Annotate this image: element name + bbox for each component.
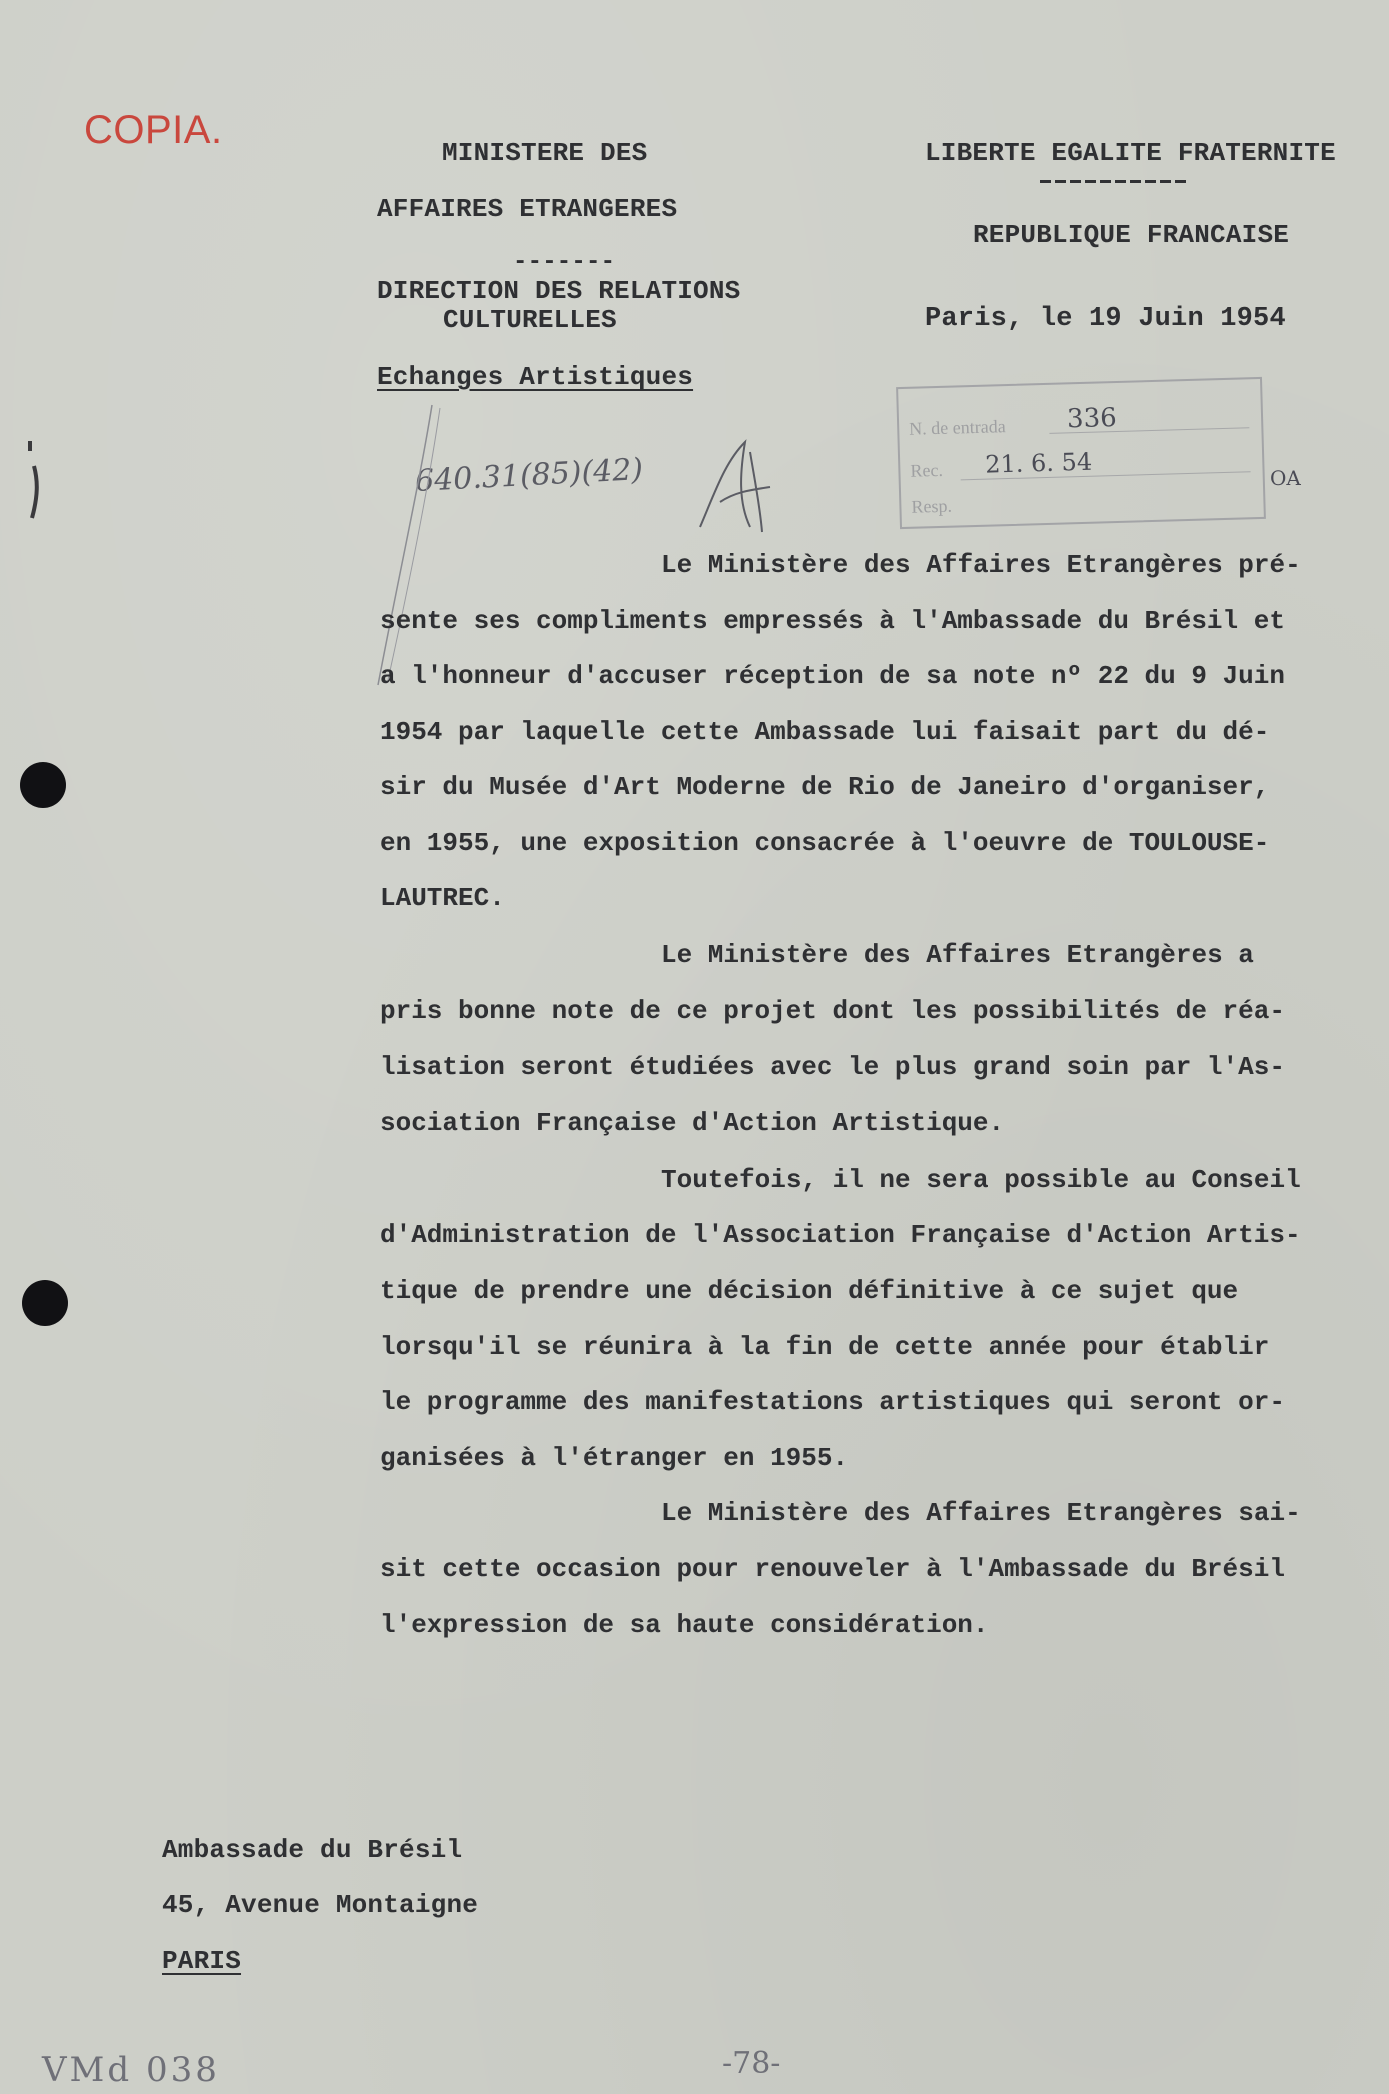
letterhead-ministry-line1: MINISTERE DES xyxy=(442,138,648,168)
body-line: lorsqu'il se réunira à la fin de cette année pour établir xyxy=(380,1332,1270,1362)
body-line: Le Ministère des Affaires Etrangères a xyxy=(661,940,1254,970)
body-line: sit cette occasion pour renouveler à l'Ambassade du Brésil xyxy=(380,1554,1285,1584)
page-number: -78- xyxy=(722,2046,781,2081)
letterhead-direction-line1: DIRECTION DES RELATIONS xyxy=(377,276,741,306)
address-city: PARIS xyxy=(162,1946,242,1976)
body-line: tique de prendre une décision définitive à ce sujet que xyxy=(380,1276,1239,1306)
body-line: d'Administration de l'Association Française d'Action Artis- xyxy=(380,1220,1301,1250)
body-line: a l'honneur d'accuser réception de sa note nº 22 du 9 Juin xyxy=(380,661,1285,691)
copia-stamp: COPIA. xyxy=(84,108,223,152)
body-line: l'expression de sa haute considération. xyxy=(380,1610,989,1640)
stamp-label-rec: Rec. xyxy=(910,459,944,481)
body-line: Toutefois, il ne sera possible au Conseil xyxy=(661,1165,1301,1195)
letterhead-ministry-line2: AFFAIRES ETRANGERES xyxy=(377,194,678,224)
punch-hole xyxy=(20,762,66,808)
body-line: sociation Française d'Action Artistique. xyxy=(380,1108,1005,1138)
archive-code: VMd 038 xyxy=(42,2050,220,2090)
reception-stamp xyxy=(896,377,1266,529)
stamp-initials: OA xyxy=(1270,466,1301,490)
handwritten-initials-icon xyxy=(690,432,780,542)
address-line1: Ambassade du Brésil xyxy=(162,1835,463,1865)
body-line: Le Ministère des Affaires Etrangères sai- xyxy=(661,1498,1301,1528)
punch-hole xyxy=(22,1280,68,1326)
body-line: sente ses compliments empressés à l'Ambassade du Brésil et xyxy=(380,606,1285,636)
body-line: lisation seront étudiées avec le plus grand soin par l'As- xyxy=(380,1052,1285,1082)
stamp-label-resp: Resp. xyxy=(911,495,953,517)
letterhead-separator: ------- xyxy=(513,249,616,276)
body-line: en 1955, une exposition consacrée à l'oeuvre de TOULOUSE- xyxy=(380,828,1270,858)
motto-separator xyxy=(1040,180,1190,183)
handwritten-reference: 640.31(85)(42) xyxy=(414,452,644,499)
republic-motto: LIBERTE EGALITE FRATERNITE xyxy=(925,138,1336,168)
body-line: le programme des manifestations artistiques qui seront or- xyxy=(380,1387,1285,1417)
letter-date: Paris, le 19 Juin 1954 xyxy=(925,304,1286,334)
address-line2: 45, Avenue Montaigne xyxy=(162,1890,479,1920)
staple-mark-icon xyxy=(22,436,42,526)
body-line: pris bonne note de ce projet dont les possibilités de réa- xyxy=(380,996,1285,1026)
stamp-date: 21. 6. 54 xyxy=(984,447,1093,479)
body-line: Le Ministère des Affaires Etrangères pré- xyxy=(661,550,1301,580)
body-line: ganisées à l'étranger en 1955. xyxy=(380,1443,849,1473)
stamp-label-entry: N. de entrada xyxy=(908,416,1006,439)
section-title: Echanges Artistiques xyxy=(377,362,694,392)
republic-name: REPUBLIQUE FRANCAISE xyxy=(973,220,1290,250)
body-line: sir du Musée d'Art Moderne de Rio de Janeiro d'organiser, xyxy=(380,772,1270,802)
body-line: LAUTREC. xyxy=(380,883,505,913)
letterhead-direction-line2: CULTURELLES xyxy=(443,305,617,335)
body-line: 1954 par laquelle cette Ambassade lui faisait part du dé- xyxy=(380,717,1270,747)
pencil-stroke-icon xyxy=(370,400,450,690)
stamp-entry-number: 336 xyxy=(1066,402,1118,435)
